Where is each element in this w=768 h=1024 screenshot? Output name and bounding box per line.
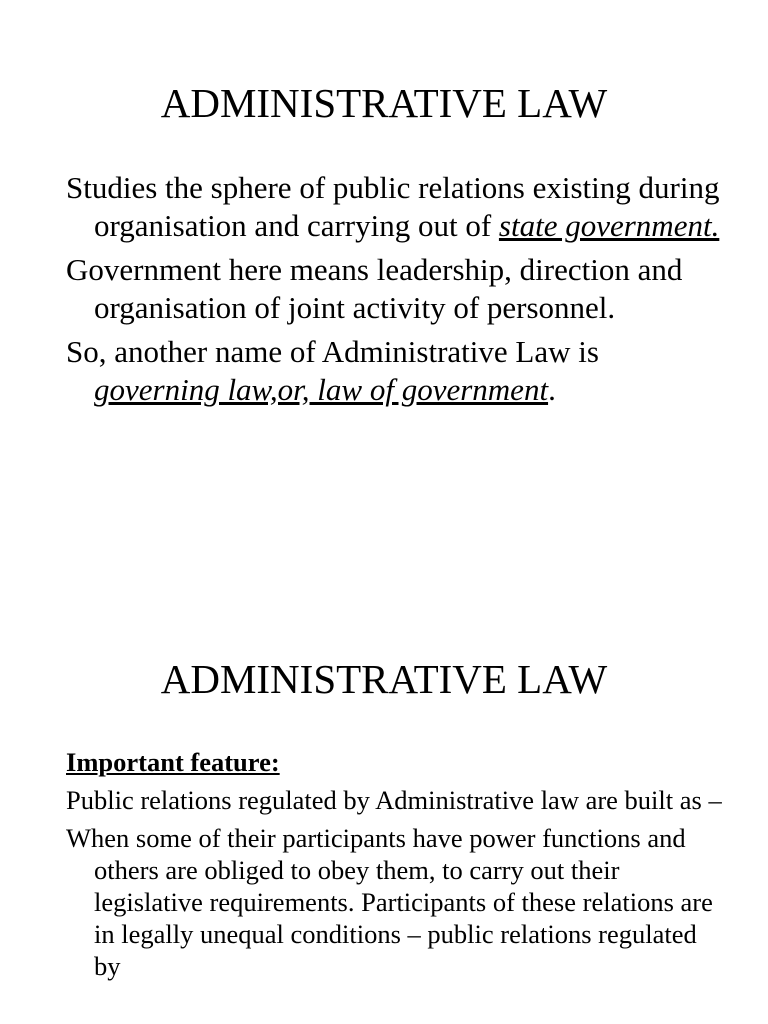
slide-title: ADMINISTRATIVE LAW [160, 656, 608, 702]
paragraph-tail: . [548, 372, 556, 407]
paragraph-government [66, 251, 726, 327]
slide-body [66, 169, 726, 409]
paragraph-participants: When some of their participants have power functions and others are obliged to obey them, to carry out their legislative requirements. Participants of these relations are in legally unequal conditions – public relations regulated by [66, 823, 713, 981]
paragraph-other-name [66, 333, 726, 409]
emphasis-text: governing law,or, law of government [94, 372, 549, 407]
paragraph-text: So, another name of Administrative Law is [66, 334, 599, 369]
paragraph-text: Government here means leadership, direction and organisation of joint activity of personnel. [66, 252, 683, 325]
section-heading: Important feature: [66, 747, 280, 777]
paragraph-definition [66, 169, 726, 245]
paragraph-public-relations: Public relations regulated by Administrative law are built as – [66, 785, 722, 815]
emphasis-text: state government. [498, 208, 720, 243]
paragraph-text: Studies the sphere of public relations existing during organisation and carrying out of [66, 170, 720, 243]
slide-2 [0, 560, 768, 1024]
slide-body [66, 746, 726, 982]
slide-title: ADMINISTRATIVE LAW [160, 80, 608, 126]
